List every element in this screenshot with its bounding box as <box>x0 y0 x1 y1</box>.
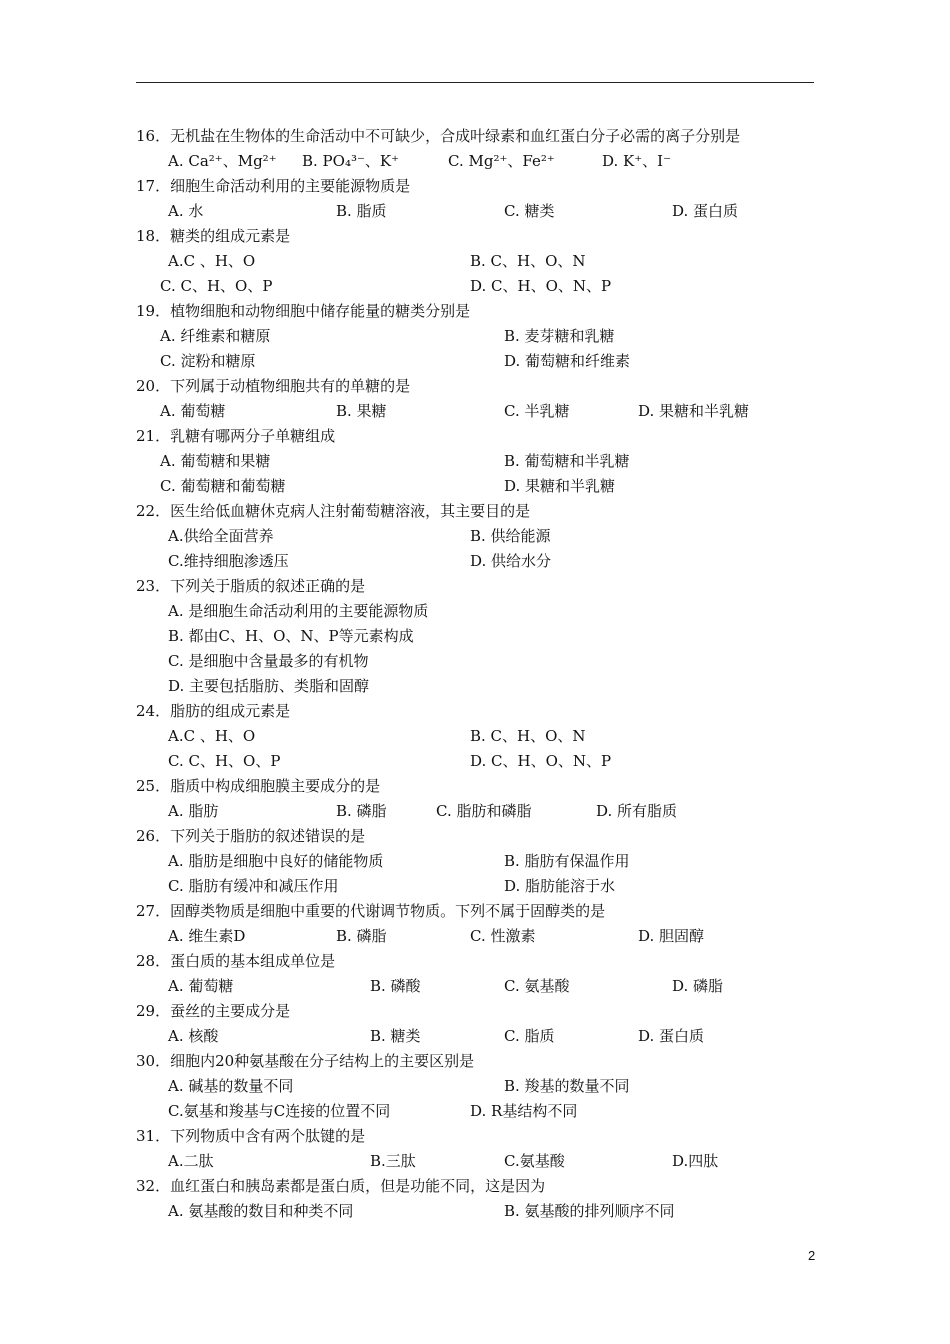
answer-option: D. C、H、O、N、P <box>470 277 612 295</box>
option-row <box>136 524 816 549</box>
page-number: 2 <box>808 1248 816 1263</box>
question-stem: 19．植物细胞和动物细胞中储存能量的糖类分别是 <box>136 302 471 320</box>
answer-option: D. 主要包括脂肪、类脂和固醇 <box>168 677 370 695</box>
question-stem: 32．血红蛋白和胰岛素都是蛋白质，但是功能不同，这是因为 <box>136 1177 546 1195</box>
answer-option: A. Ca²⁺、Mg²⁺ <box>168 152 277 170</box>
answer-option: A. 葡萄糖 <box>160 402 226 420</box>
answer-option: B. 麦芽糖和乳糖 <box>504 327 615 345</box>
question-stem: 30．细胞内20种氨基酸在分子结构上的主要区别是 <box>136 1052 475 1070</box>
answer-option: A.二肽 <box>168 1152 214 1170</box>
option-row <box>136 724 816 749</box>
answer-option: C. 脂质 <box>504 1027 555 1045</box>
answer-option: D. 葡萄糖和纤维素 <box>504 352 631 370</box>
option-row <box>136 599 816 624</box>
question-stem: 18．糖类的组成元素是 <box>136 227 291 245</box>
option-row <box>136 1149 816 1174</box>
answer-option: A. 核酸 <box>168 1027 219 1045</box>
question-stem: 16．无机盐在生物体的生命活动中不可缺少，合成叶绿素和血红蛋白分子必需的离子分别是 <box>136 127 741 145</box>
answer-option: A. 葡萄糖 <box>168 977 234 995</box>
answer-option: C. 葡萄糖和葡萄糖 <box>160 477 286 495</box>
option-row <box>136 1074 816 1099</box>
answer-option: A. 葡萄糖和果糖 <box>160 452 271 470</box>
answer-option: C. 氨基酸 <box>504 977 570 995</box>
option-row <box>136 474 816 499</box>
answer-option: B. 羧基的数量不同 <box>504 1077 630 1095</box>
answer-option: D. R基结构不同 <box>470 1102 578 1120</box>
answer-option: D. 供给水分 <box>470 552 552 570</box>
answer-option: B.三肽 <box>370 1152 416 1170</box>
option-row <box>136 449 816 474</box>
answer-option: A. 脂肪 <box>168 802 219 820</box>
answer-option: B. 磷脂 <box>336 927 387 945</box>
answer-option: A.C 、H、O <box>168 252 256 270</box>
answer-option: B. PO₄³⁻、K⁺ <box>302 152 400 170</box>
answer-option: C. C、H、O、P <box>160 277 273 295</box>
question-stem: 17．细胞生命活动利用的主要能源物质是 <box>136 177 411 195</box>
answer-option: D. 蛋白质 <box>638 1027 705 1045</box>
option-row <box>136 924 816 949</box>
answer-option: D. 蛋白质 <box>672 202 739 220</box>
option-row <box>136 874 816 899</box>
answer-option: D. 果糖和半乳糖 <box>638 402 750 420</box>
answer-option: D. 脂肪能溶于水 <box>504 877 616 895</box>
option-row <box>136 674 816 699</box>
question-stem: 31．下列物质中含有两个肽键的是 <box>136 1127 366 1145</box>
question-stem: 28．蛋白质的基本组成单位是 <box>136 952 336 970</box>
option-row <box>136 1199 816 1224</box>
option-row <box>136 624 816 649</box>
option-row <box>136 274 816 299</box>
answer-option: B. 脂肪有保温作用 <box>504 852 630 870</box>
answer-option: C. 是细胞中含量最多的有机物 <box>168 652 369 670</box>
option-row <box>136 974 816 999</box>
answer-option: D. 胆固醇 <box>638 927 705 945</box>
option-row <box>136 799 816 824</box>
answer-option: C.维持细胞渗透压 <box>168 552 289 570</box>
question-stem: 22．医生给低血糖休克病人注射葡萄糖溶液，其主要目的是 <box>136 502 531 520</box>
answer-option: A.C 、H、O <box>168 727 256 745</box>
answer-option: A. 脂肪是细胞中良好的储能物质 <box>168 852 384 870</box>
answer-option: C.氨基和羧基与C连接的位置不同 <box>168 1102 391 1120</box>
option-row <box>136 349 816 374</box>
answer-option: B. 脂质 <box>336 202 387 220</box>
question-stem: 27．固醇类物质是细胞中重要的代谢调节物质。下列不属于固醇类的是 <box>136 902 606 920</box>
question-stem: 24．脂肪的组成元素是 <box>136 702 291 720</box>
answer-option: B. 氨基酸的排列顺序不同 <box>504 1202 675 1220</box>
question-list <box>136 124 816 1224</box>
option-row <box>136 849 816 874</box>
answer-option: B. 果糖 <box>336 402 387 420</box>
answer-option: A.供给全面营养 <box>168 527 274 545</box>
answer-option: C. C、H、O、P <box>168 752 281 770</box>
question-stem: 21．乳糖有哪两分子单糖组成 <box>136 427 336 445</box>
answer-option: B. C、H、O、N <box>470 252 586 270</box>
answer-option: A. 维生素D <box>168 927 246 945</box>
answer-option: B. 磷酸 <box>370 977 421 995</box>
header-rule <box>136 82 814 83</box>
answer-option: C. 脂肪和磷脂 <box>436 802 532 820</box>
answer-option: C. 脂肪有缓冲和减压作用 <box>168 877 339 895</box>
question-stem: 20．下列属于动植物细胞共有的单糖的是 <box>136 377 411 395</box>
option-row <box>136 324 816 349</box>
question-stem: 26．下列关于脂肪的叙述错误的是 <box>136 827 366 845</box>
answer-option: B. 糖类 <box>370 1027 421 1045</box>
answer-option: A. 纤维素和糖原 <box>160 327 271 345</box>
answer-option: D. K⁺、I⁻ <box>602 152 671 170</box>
option-row <box>136 549 816 574</box>
answer-option: A. 氨基酸的数目和种类不同 <box>168 1202 354 1220</box>
answer-option: C. 糖类 <box>504 202 555 220</box>
answer-option: B. 葡萄糖和半乳糖 <box>504 452 630 470</box>
answer-option: A. 是细胞生命活动利用的主要能源物质 <box>168 602 429 620</box>
answer-option: C. 半乳糖 <box>504 402 570 420</box>
answer-option: D. 果糖和半乳糖 <box>504 477 616 495</box>
answer-option: B. C、H、O、N <box>470 727 586 745</box>
answer-option: C. 淀粉和糖原 <box>160 352 256 370</box>
question-stem: 29．蚕丝的主要成分是 <box>136 1002 291 1020</box>
answer-option: D. 所有脂质 <box>596 802 678 820</box>
answer-option: D.四肽 <box>672 1152 719 1170</box>
answer-option: A. 碱基的数量不同 <box>168 1077 294 1095</box>
answer-option: B. 供给能源 <box>470 527 551 545</box>
answer-option: D. C、H、O、N、P <box>470 752 612 770</box>
option-row <box>136 199 816 224</box>
answer-option: D. 磷脂 <box>672 977 724 995</box>
option-row <box>136 649 816 674</box>
answer-option: A. 水 <box>168 202 204 220</box>
option-row <box>136 1099 816 1124</box>
option-row <box>136 399 816 424</box>
option-row <box>136 749 816 774</box>
answer-option: C. 性激素 <box>470 927 536 945</box>
option-row <box>136 1024 816 1049</box>
answer-option: C. Mg²⁺、Fe²⁺ <box>448 152 555 170</box>
answer-option: B. 都由C、H、O、N、P等元素构成 <box>168 627 414 645</box>
question-stem: 23．下列关于脂质的叙述正确的是 <box>136 577 366 595</box>
option-row <box>136 249 816 274</box>
answer-option: B. 磷脂 <box>336 802 387 820</box>
option-row <box>136 149 816 174</box>
question-stem: 25．脂质中构成细胞膜主要成分的是 <box>136 777 381 795</box>
answer-option: C.氨基酸 <box>504 1152 565 1170</box>
